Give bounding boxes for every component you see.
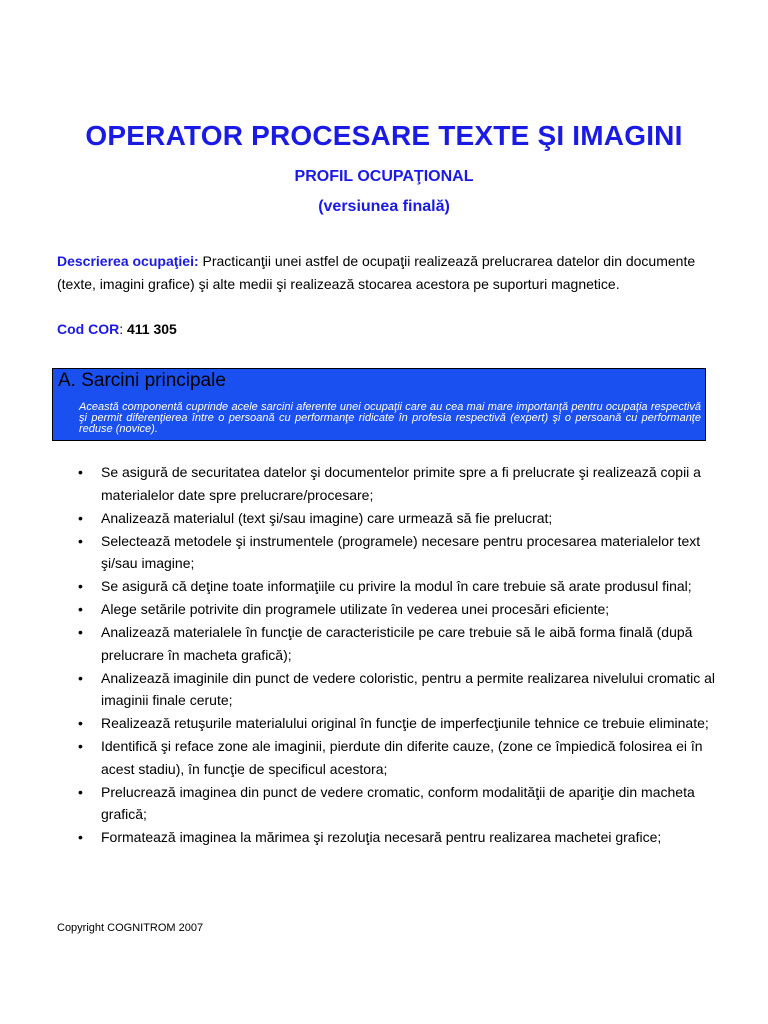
cor-separator: : — [119, 321, 127, 337]
version-label: (versiunea finală) — [318, 198, 450, 215]
cor-label: Cod COR — [57, 321, 120, 337]
description-text: Practicanţii unei astfel de ocupaţii realizează prelucrarea datelor din documente (texte, imagini grafice) şi alte medii şi realizează stocarea acestora pe suporturi magnetice. — [57, 253, 696, 292]
section-a-note: Această componentă cuprinde acele sarcini aferente unei ocupaţii care au cea mai mare importanţă pentru ocupaţia respectivă şi permit diferenţierea între o persoană cu performanţe ridicate în profesia respectivă (expert) şi o persoană cu performanţe reduse (novice). — [79, 401, 701, 435]
description-label: Descrierea ocupaţiei: — [57, 253, 199, 269]
occupation-description — [57, 250, 717, 296]
task-item: • Analizează imaginile din punct de vedere coloristic, pentru a permite realizarea nivelului cromatic al imaginii finale cerute; — [78, 667, 718, 712]
copyright-footer: Copyright COGNITROM 2007 — [57, 922, 204, 934]
task-item: • Realizează retuşurile materialului original în funcţie de imperfecţiunile tehnice ce trebuie eliminate; — [78, 712, 718, 735]
task-item: • Formatează imaginea la mărimea şi rezoluţia necesară pentru realizarea machetei grafice; — [78, 826, 718, 849]
task-item: • Prelucrează imaginea din punct de vedere cromatic, conform modalităţii de apariţie din macheta grafică; — [78, 781, 718, 826]
task-item: • Alege setările potrivite din programele utilizate în vederea unei procesări eficiente; — [78, 598, 718, 621]
task-item: • Identifică şi reface zone ale imaginii, pierdute din diferite cauze, (zone ce împiedică folosirea ei în acest stadiu), în funcţie de specificul acestora; — [78, 735, 718, 780]
task-item: • Analizează materialul (text şi/sau imagine) care urmează să fie prelucrat; — [78, 507, 718, 530]
section-a-box — [52, 368, 706, 441]
cor-code — [57, 319, 177, 339]
task-list — [78, 461, 718, 849]
task-item: • Se asigură că deţine toate informaţiile cu privire la modul în care trebuie să arate produsul final; — [78, 575, 718, 598]
section-a-heading: A. Sarcini principale — [58, 370, 226, 391]
task-item: • Selectează metodele şi instrumentele (programele) necesare pentru procesarea materialelor text şi/sau imagine; — [78, 530, 718, 575]
page-subtitle: PROFIL OCUPAŢIONAL — [294, 168, 474, 185]
task-item: • Se asigură de securitatea datelor şi documentelor primite spre a fi prelucrate şi realizează copii a materialelor date spre prelucrare/procesare; — [78, 461, 718, 506]
cor-value: 411 305 — [127, 321, 177, 337]
page-title: OPERATOR PROCESARE TEXTE ŞI IMAGINI — [85, 120, 683, 151]
task-item: • Analizează materialele în funcţie de caracteristicile pe care trebuie să le aibă forma finală (după prelucrare în macheta grafică); — [78, 621, 718, 666]
